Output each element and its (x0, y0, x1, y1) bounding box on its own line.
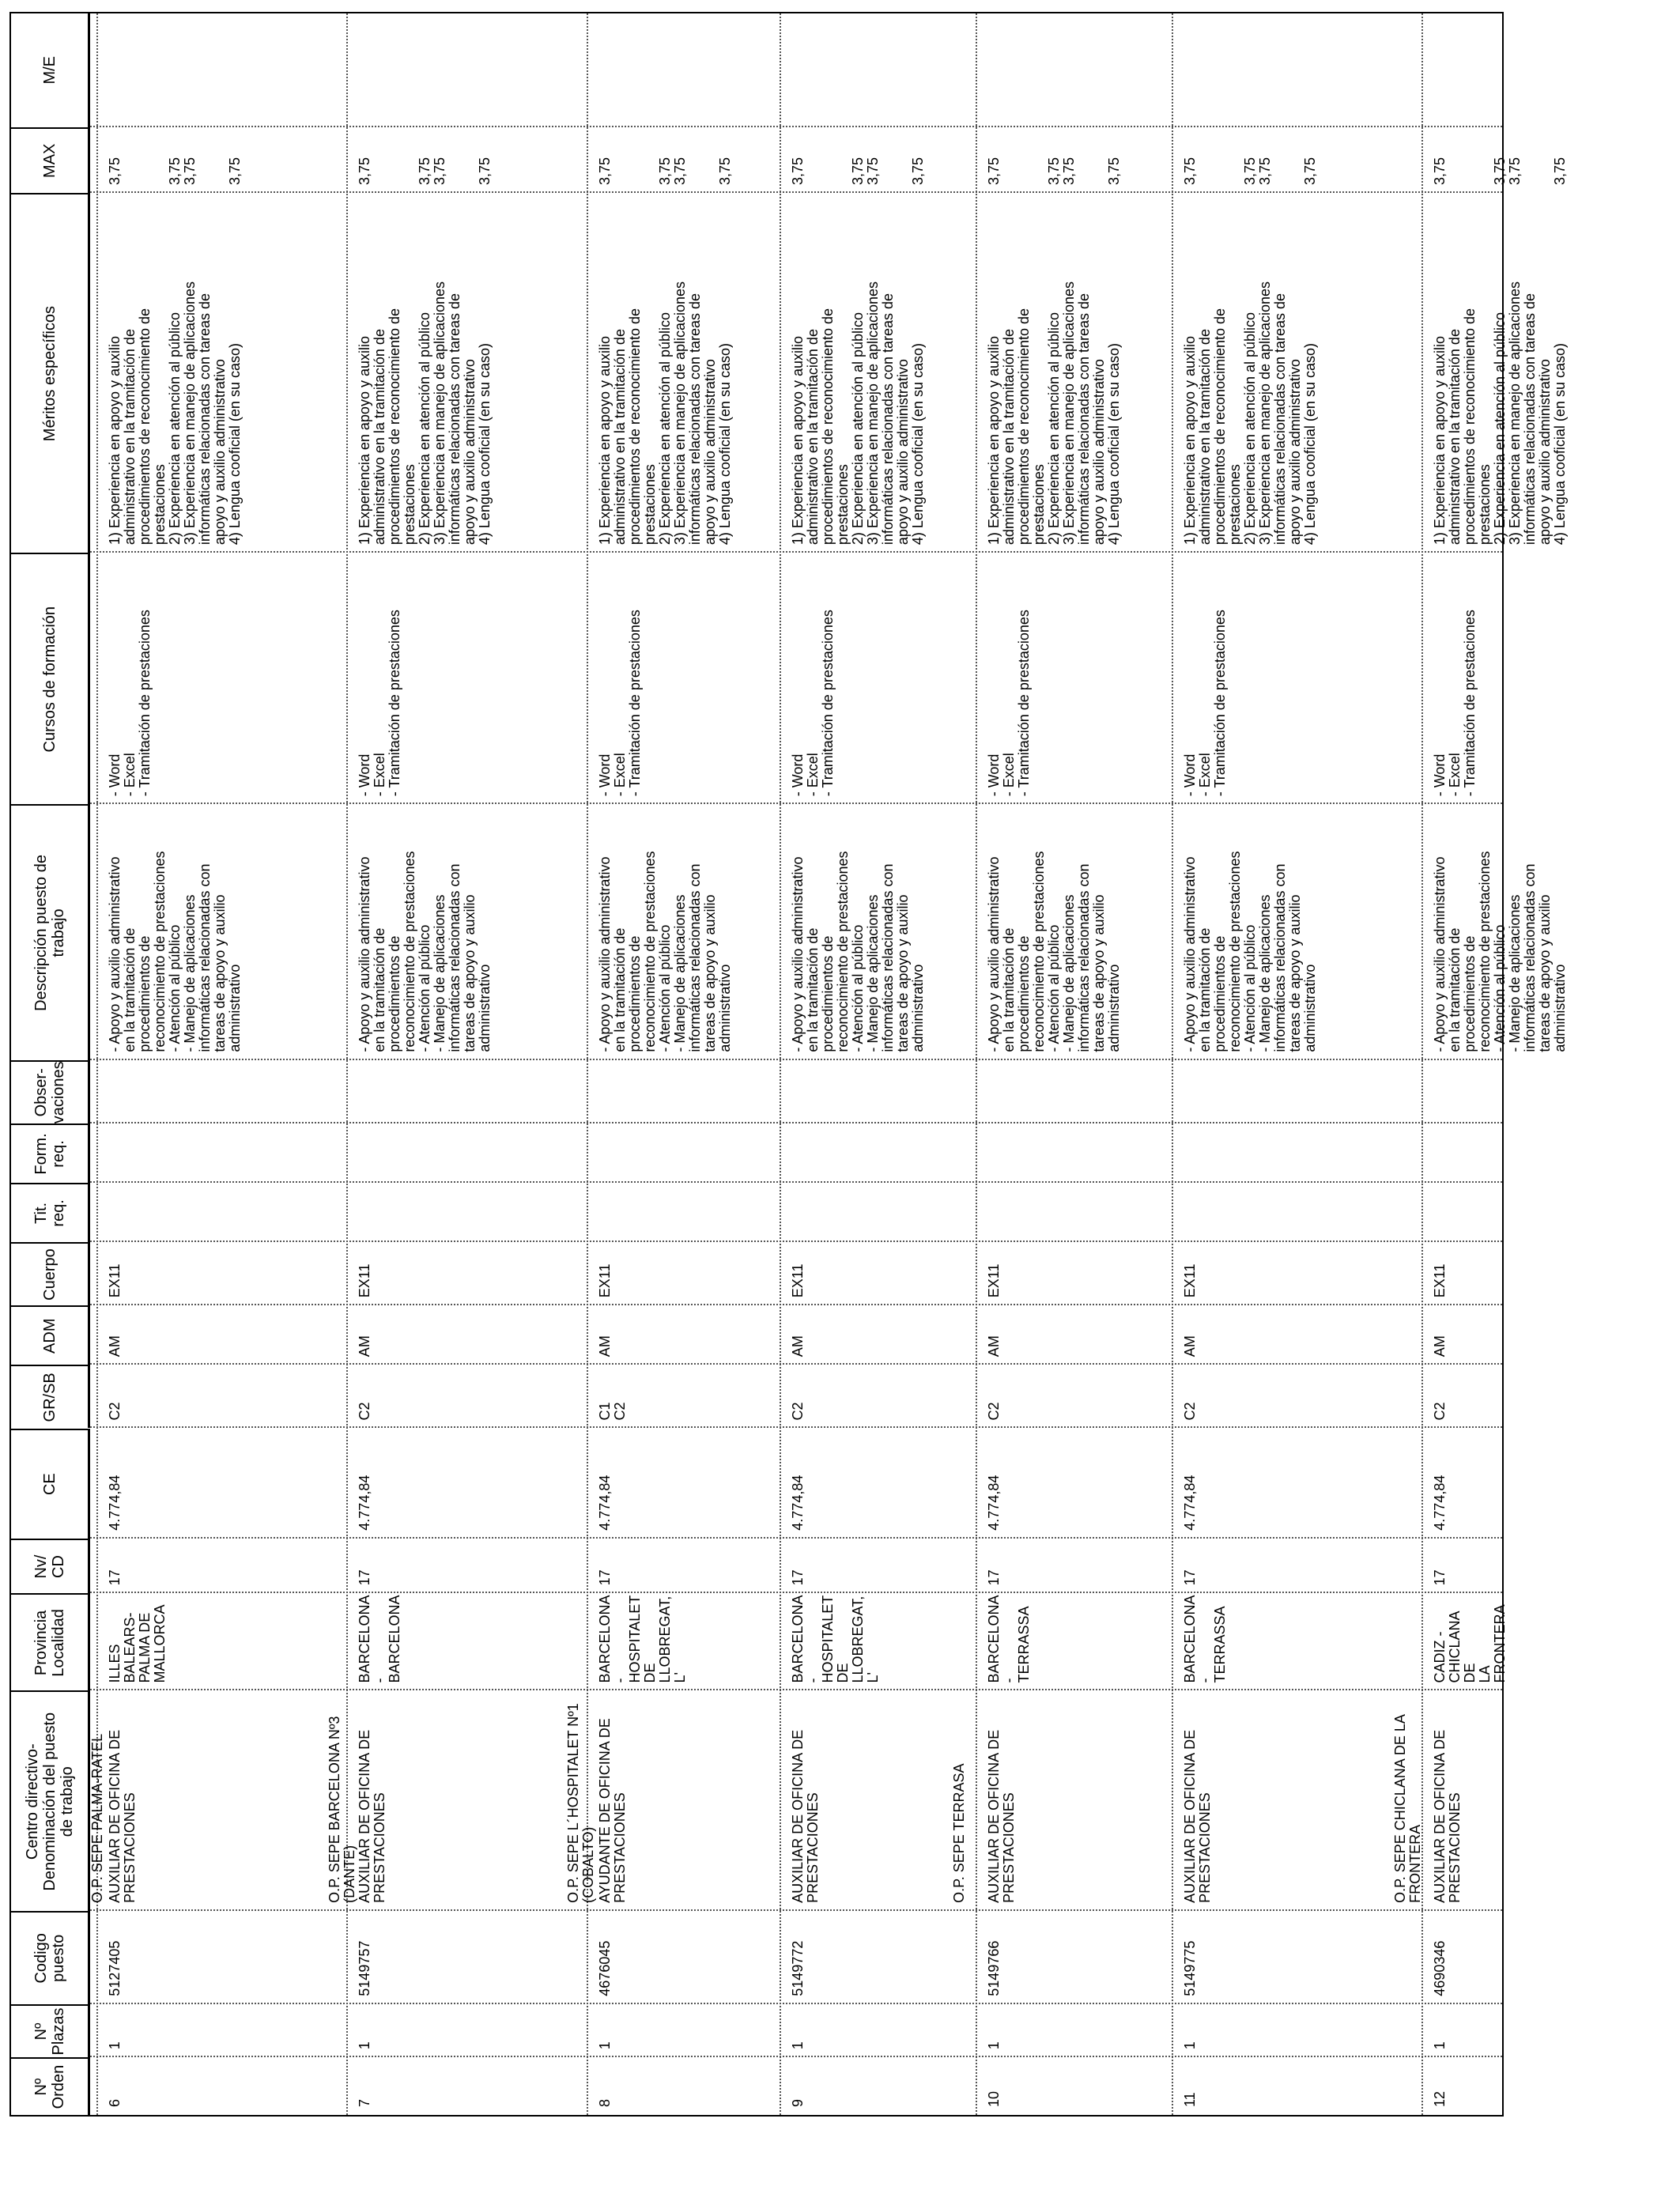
row-meritos: 1) Experiencia en apoyo y auxilio administrativo en la tramitación de procedimientos de reconocimiento de prestaciones 2) Experiencia en atención al público 3) Experiencia en manejo de aplicaciones informáticas relacionadas con tareas de apoyo y auxilio administrativo 4) Lengua cooficial (en su caso) (107, 281, 243, 546)
column-separator (90, 1181, 1502, 1183)
row-meritos: 1) Experiencia en apoyo y auxilio administrativo en la tramitación de procedimientos de reconocimiento de prestaciones 2) Experiencia en atención al público 3) Experiencia en manejo de aplicaciones informáticas relacionadas con tareas de apoyo y auxilio administrativo 4) Lengua cooficial (en su caso) (986, 281, 1122, 546)
row-codigo: 5149757 (357, 1940, 372, 1996)
column-separator (90, 1592, 1502, 1593)
header-me: M/E (11, 13, 90, 127)
row-nivel: 17 (790, 1569, 806, 1586)
row-nivel: 17 (986, 1569, 1002, 1586)
header-codigo: Codigo puesto (11, 1911, 90, 2004)
row-centro: AUXILIAR DE OFICINA DE PRESTACIONES (107, 1729, 138, 1903)
row-descripcion: - Apoyo y auxilio administrativo en la tramitación de procedimientos de reconocimiento de prestaciones - Atención al público - Manejo de aplicaciones informáticas relacionadas con tareas de apoyo y auxilio administrativo (357, 851, 493, 1052)
row-provincia: BARCELONA - TERRASSA (1182, 1595, 1228, 1683)
row-centro: AUXILIAR DE OFICINA DE PRESTACIONES (986, 1729, 1017, 1903)
row-nivel: 17 (597, 1569, 613, 1586)
row-max: 3,75 3,75 3,75 3,75 (357, 157, 493, 186)
row-centro: AUXILIAR DE OFICINA DE PRESTACIONES (1432, 1729, 1463, 1903)
row-provincia: BARCELONA - TERRASSA (986, 1595, 1032, 1683)
row-cuerpo: EX11 (1432, 1263, 1448, 1298)
row-nivel: 17 (1432, 1569, 1448, 1586)
row-centro: AUXILIAR DE OFICINA DE PRESTACIONES (357, 1729, 387, 1903)
row-centro: AYUDANTE DE OFICINA DE PRESTACIONES (597, 1718, 628, 1903)
row-orden: 11 (1182, 2092, 1198, 2107)
row-grupo: C2 (986, 1402, 1002, 1421)
row-orden: 8 (597, 2098, 613, 2107)
header-provincia: Provincia Localidad (11, 1593, 90, 1690)
row-meritos: 1) Experiencia en apoyo y auxilio administrativo en la tramitación de procedimientos de reconocimiento de prestaciones 2) Experiencia en atención al público 3) Experiencia en manejo de aplicaciones informáticas relacionadas con tareas de apoyo y auxilio administrativo 4) Lengua cooficial (en su caso) (1182, 281, 1318, 546)
row-descripcion: - Apoyo y auxilio administrativo en la tramitación de procedimientos de reconocimiento de prestaciones - Atención al público - Manejo de aplicaciones informáticas relacionadas con tareas de apoyo y auxilio administrativo (790, 851, 926, 1052)
row-max: 3,75 3,75 3,75 3,75 (790, 157, 926, 186)
column-separator (90, 1537, 1502, 1539)
row-cuerpo: EX11 (357, 1263, 372, 1298)
row-cuerpo: EX11 (107, 1263, 123, 1298)
row-cursos: - Word - Excel - Tramitación de prestaciones (357, 610, 402, 797)
row-grupo: C2 (107, 1402, 123, 1421)
row-plazas: 1 (790, 2041, 806, 2050)
row-codigo: 5149772 (790, 1940, 806, 1996)
column-separator (90, 1909, 1502, 1911)
group-label: O.P. SEPE BARCELONA Nº3 (DANTE) (327, 1716, 357, 1903)
row-cursos: - Word - Excel - Tramitación de prestaciones (986, 610, 1032, 797)
column-separator (90, 1304, 1502, 1305)
row-plazas: 1 (986, 2041, 1002, 2050)
row-grupo: C1 C2 (597, 1402, 628, 1421)
column-separator (90, 551, 1502, 553)
row-provincia: CADIZ - CHICLANA DE LA FRONTERA (1432, 1604, 1508, 1683)
header-nivel: Nv/ CD (11, 1539, 90, 1594)
row-cursos: - Word - Excel - Tramitación de prestaciones (790, 610, 836, 797)
row-meritos: 1) Experiencia en apoyo y auxilio administrativo en la tramitación de procedimientos de reconocimiento de prestaciones 2) Experiencia en atención al público 3) Experiencia en manejo de aplicaciones informáticas relacionadas con tareas de apoyo y auxilio administrativo 4) Lengua cooficial (en su caso) (790, 281, 926, 546)
column-separator (90, 1122, 1502, 1123)
row-codigo: 5149766 (986, 1940, 1002, 1996)
row-ce: 4.774,84 (1182, 1475, 1198, 1531)
row-ce: 4.774,84 (986, 1475, 1002, 1531)
header-adm: ADM (11, 1305, 90, 1365)
column-separator (90, 1689, 1502, 1690)
column-separator (90, 126, 1502, 127)
row-nivel: 17 (107, 1569, 123, 1586)
row-codigo: 4676045 (597, 1940, 613, 1996)
row-descripcion: - Apoyo y auxilio administrativo en la tramitación de procedimientos de reconocimiento de prestaciones - Atención al público - Manejo de aplicaciones informáticas relacionadas con tareas de apoyo y auxilio administrativo (107, 851, 243, 1052)
row-nivel: 17 (1182, 1569, 1198, 1586)
row-cuerpo: EX11 (986, 1263, 1002, 1298)
header-titulacion: Tit. req. (11, 1183, 90, 1242)
row-provincia: BARCELONA - BARCELONA (357, 1595, 402, 1683)
vacancies-table (9, 12, 1568, 2117)
row-cuerpo: EX11 (1182, 1263, 1198, 1298)
group-label: O.P. SEPE PALMA-RATEL (89, 1733, 105, 1903)
row-centro: AUXILIAR DE OFICINA DE PRESTACIONES (790, 1729, 821, 1903)
row-cursos: - Word - Excel - Tramitación de prestaciones (1432, 610, 1478, 797)
row-orden: 7 (357, 2098, 372, 2107)
row-orden: 9 (790, 2098, 806, 2107)
row-descripcion: - Apoyo y auxilio administrativo en la tramitación de procedimientos de reconocimiento de prestaciones - Atención al público - Manejo de aplicaciones informáticas relacionadas con tareas de apoyo y auxilio administrativo (986, 851, 1122, 1052)
column-separator (90, 1240, 1502, 1242)
row-max: 3,75 3,75 3,75 3,75 (986, 157, 1122, 186)
header-descripcion: Descripción puesto de trabajo (11, 804, 90, 1059)
header-meritos: Méritos específicos (11, 193, 90, 553)
row-codigo: 5127405 (107, 1940, 123, 1996)
header-centro: Centro directivo- Denominación del puesto de trabajo (11, 1691, 90, 1911)
row-adm: AM (986, 1335, 1002, 1358)
row-plazas: 1 (1432, 2041, 1448, 2050)
header-max: MAX (11, 127, 90, 194)
row-grupo: C2 (790, 1402, 806, 1421)
row-max: 3,75 3,75 3,75 3,75 (597, 157, 733, 186)
header-plazas: Nº Plazas (11, 2004, 90, 2057)
row-plazas: 1 (597, 2041, 613, 2050)
row-ce: 4.774,84 (1432, 1475, 1448, 1531)
header-cursos: Cursos de formación (11, 553, 90, 804)
row-cuerpo: EX11 (790, 1263, 806, 1298)
row-ce: 4.774,84 (357, 1475, 372, 1531)
row-orden: 12 (1432, 2090, 1448, 2107)
row-cursos: - Word - Excel - Tramitación de prestaciones (597, 610, 643, 797)
column-separator (90, 2056, 1502, 2057)
row-orden: 6 (107, 2098, 123, 2107)
row-cursos: - Word - Excel - Tramitación de prestaciones (107, 610, 153, 797)
row-adm: AM (1182, 1335, 1198, 1358)
row-separator (1172, 13, 1173, 2115)
row-grupo: C2 (357, 1402, 372, 1421)
row-descripcion: - Apoyo y auxilio administrativo en la tramitación de procedimientos de reconocimiento de prestaciones - Atención al público - Manejo de aplicaciones informáticas relacionadas con tareas de apoyo y auxilio administrativo (1432, 851, 1568, 1052)
group-label: O.P. SEPE CHICLANA DE LA FRONTERA (1392, 1714, 1423, 1903)
row-codigo: 5149775 (1182, 1940, 1198, 1996)
row-adm: AM (597, 1335, 613, 1358)
row-cuerpo: EX11 (597, 1263, 613, 1298)
row-plazas: 1 (357, 2041, 372, 2050)
row-adm: AM (107, 1335, 123, 1358)
row-max: 3,75 3,75 3,75 3,75 (107, 157, 243, 186)
row-ce: 4.774,84 (107, 1475, 123, 1531)
group-label: O.P. SEPE L´HOSPITALET Nº1 (COBALTO) (565, 1703, 596, 1903)
row-adm: AM (1432, 1335, 1448, 1358)
group-label: O.P. SEPE TERRASA (951, 1763, 967, 1903)
row-provincia: BARCELONA - HOSPITALET DE LLOBREGAT, L' (597, 1595, 688, 1683)
header-orden: Nº Orden (11, 2057, 90, 2115)
row-meritos: 1) Experiencia en apoyo y auxilio administrativo en la tramitación de procedimientos de reconocimiento de prestaciones 2) Experiencia en atención al público 3) Experiencia en manejo de aplicaciones informáticas relacionadas con tareas de apoyo y auxilio administrativo 4) Lengua cooficial (en su caso) (597, 281, 733, 546)
header-cuerpo: Cuerpo (11, 1242, 90, 1305)
header-ce: CE (11, 1429, 90, 1539)
row-max: 3,75 3,75 3,75 3,75 (1432, 157, 1568, 186)
column-separator (90, 2003, 1502, 2004)
row-grupo: C2 (1432, 1402, 1448, 1421)
header-grupo: GR/SB (11, 1365, 90, 1428)
row-descripcion: - Apoyo y auxilio administrativo en la tramitación de procedimientos de reconocimiento de prestaciones - Atención al público - Manejo de aplicaciones informáticas relacionadas con tareas de apoyo y auxilio administrativo (1182, 851, 1318, 1052)
row-ce: 4.774,84 (597, 1475, 613, 1531)
row-plazas: 1 (107, 2041, 123, 2050)
column-separator (90, 1427, 1502, 1429)
row-codigo: 4690346 (1432, 1940, 1448, 1996)
row-max: 3,75 3,75 3,75 3,75 (1182, 157, 1318, 186)
row-provincia: ILLES BALEARS- PALMA DE MALLORCA (107, 1604, 168, 1683)
row-separator (976, 13, 977, 2115)
row-orden: 10 (986, 2090, 1002, 2107)
row-ce: 4.774,84 (790, 1475, 806, 1531)
row-cursos: - Word - Excel - Tramitación de prestaciones (1182, 610, 1228, 797)
row-descripcion: - Apoyo y auxilio administrativo en la tramitación de procedimientos de reconocimiento de prestaciones - Atención al público - Manejo de aplicaciones informáticas relacionadas con tareas de apoyo y auxilio administrativo (597, 851, 733, 1052)
row-nivel: 17 (357, 1569, 372, 1586)
row-adm: AM (357, 1335, 372, 1358)
row-plazas: 1 (1182, 2041, 1198, 2050)
column-separator (90, 802, 1502, 804)
header-observaciones: Obser- vaciones (11, 1060, 90, 1123)
column-separator (90, 1059, 1502, 1060)
row-meritos: 1) Experiencia en apoyo y auxilio administrativo en la tramitación de procedimientos de reconocimiento de prestaciones 2) Experiencia en atención al público 3) Experiencia en manejo de aplicaciones informáticas relacionadas con tareas de apoyo y auxilio administrativo 4) Lengua cooficial (en su caso) (1432, 281, 1568, 546)
row-centro: AUXILIAR DE OFICINA DE PRESTACIONES (1182, 1729, 1213, 1903)
row-meritos: 1) Experiencia en apoyo y auxilio administrativo en la tramitación de procedimientos de reconocimiento de prestaciones 2) Experiencia en atención al público 3) Experiencia en manejo de aplicaciones informáticas relacionadas con tareas de apoyo y auxilio administrativo 4) Lengua cooficial (en su caso) (357, 281, 493, 546)
row-adm: AM (790, 1335, 806, 1358)
column-separator (90, 191, 1502, 193)
row-separator (780, 13, 781, 2115)
column-separator (90, 1363, 1502, 1365)
header-formacion: Form. req. (11, 1123, 90, 1183)
row-grupo: C2 (1182, 1402, 1198, 1421)
row-provincia: BARCELONA - HOSPITALET DE LLOBREGAT, L' (790, 1595, 881, 1683)
